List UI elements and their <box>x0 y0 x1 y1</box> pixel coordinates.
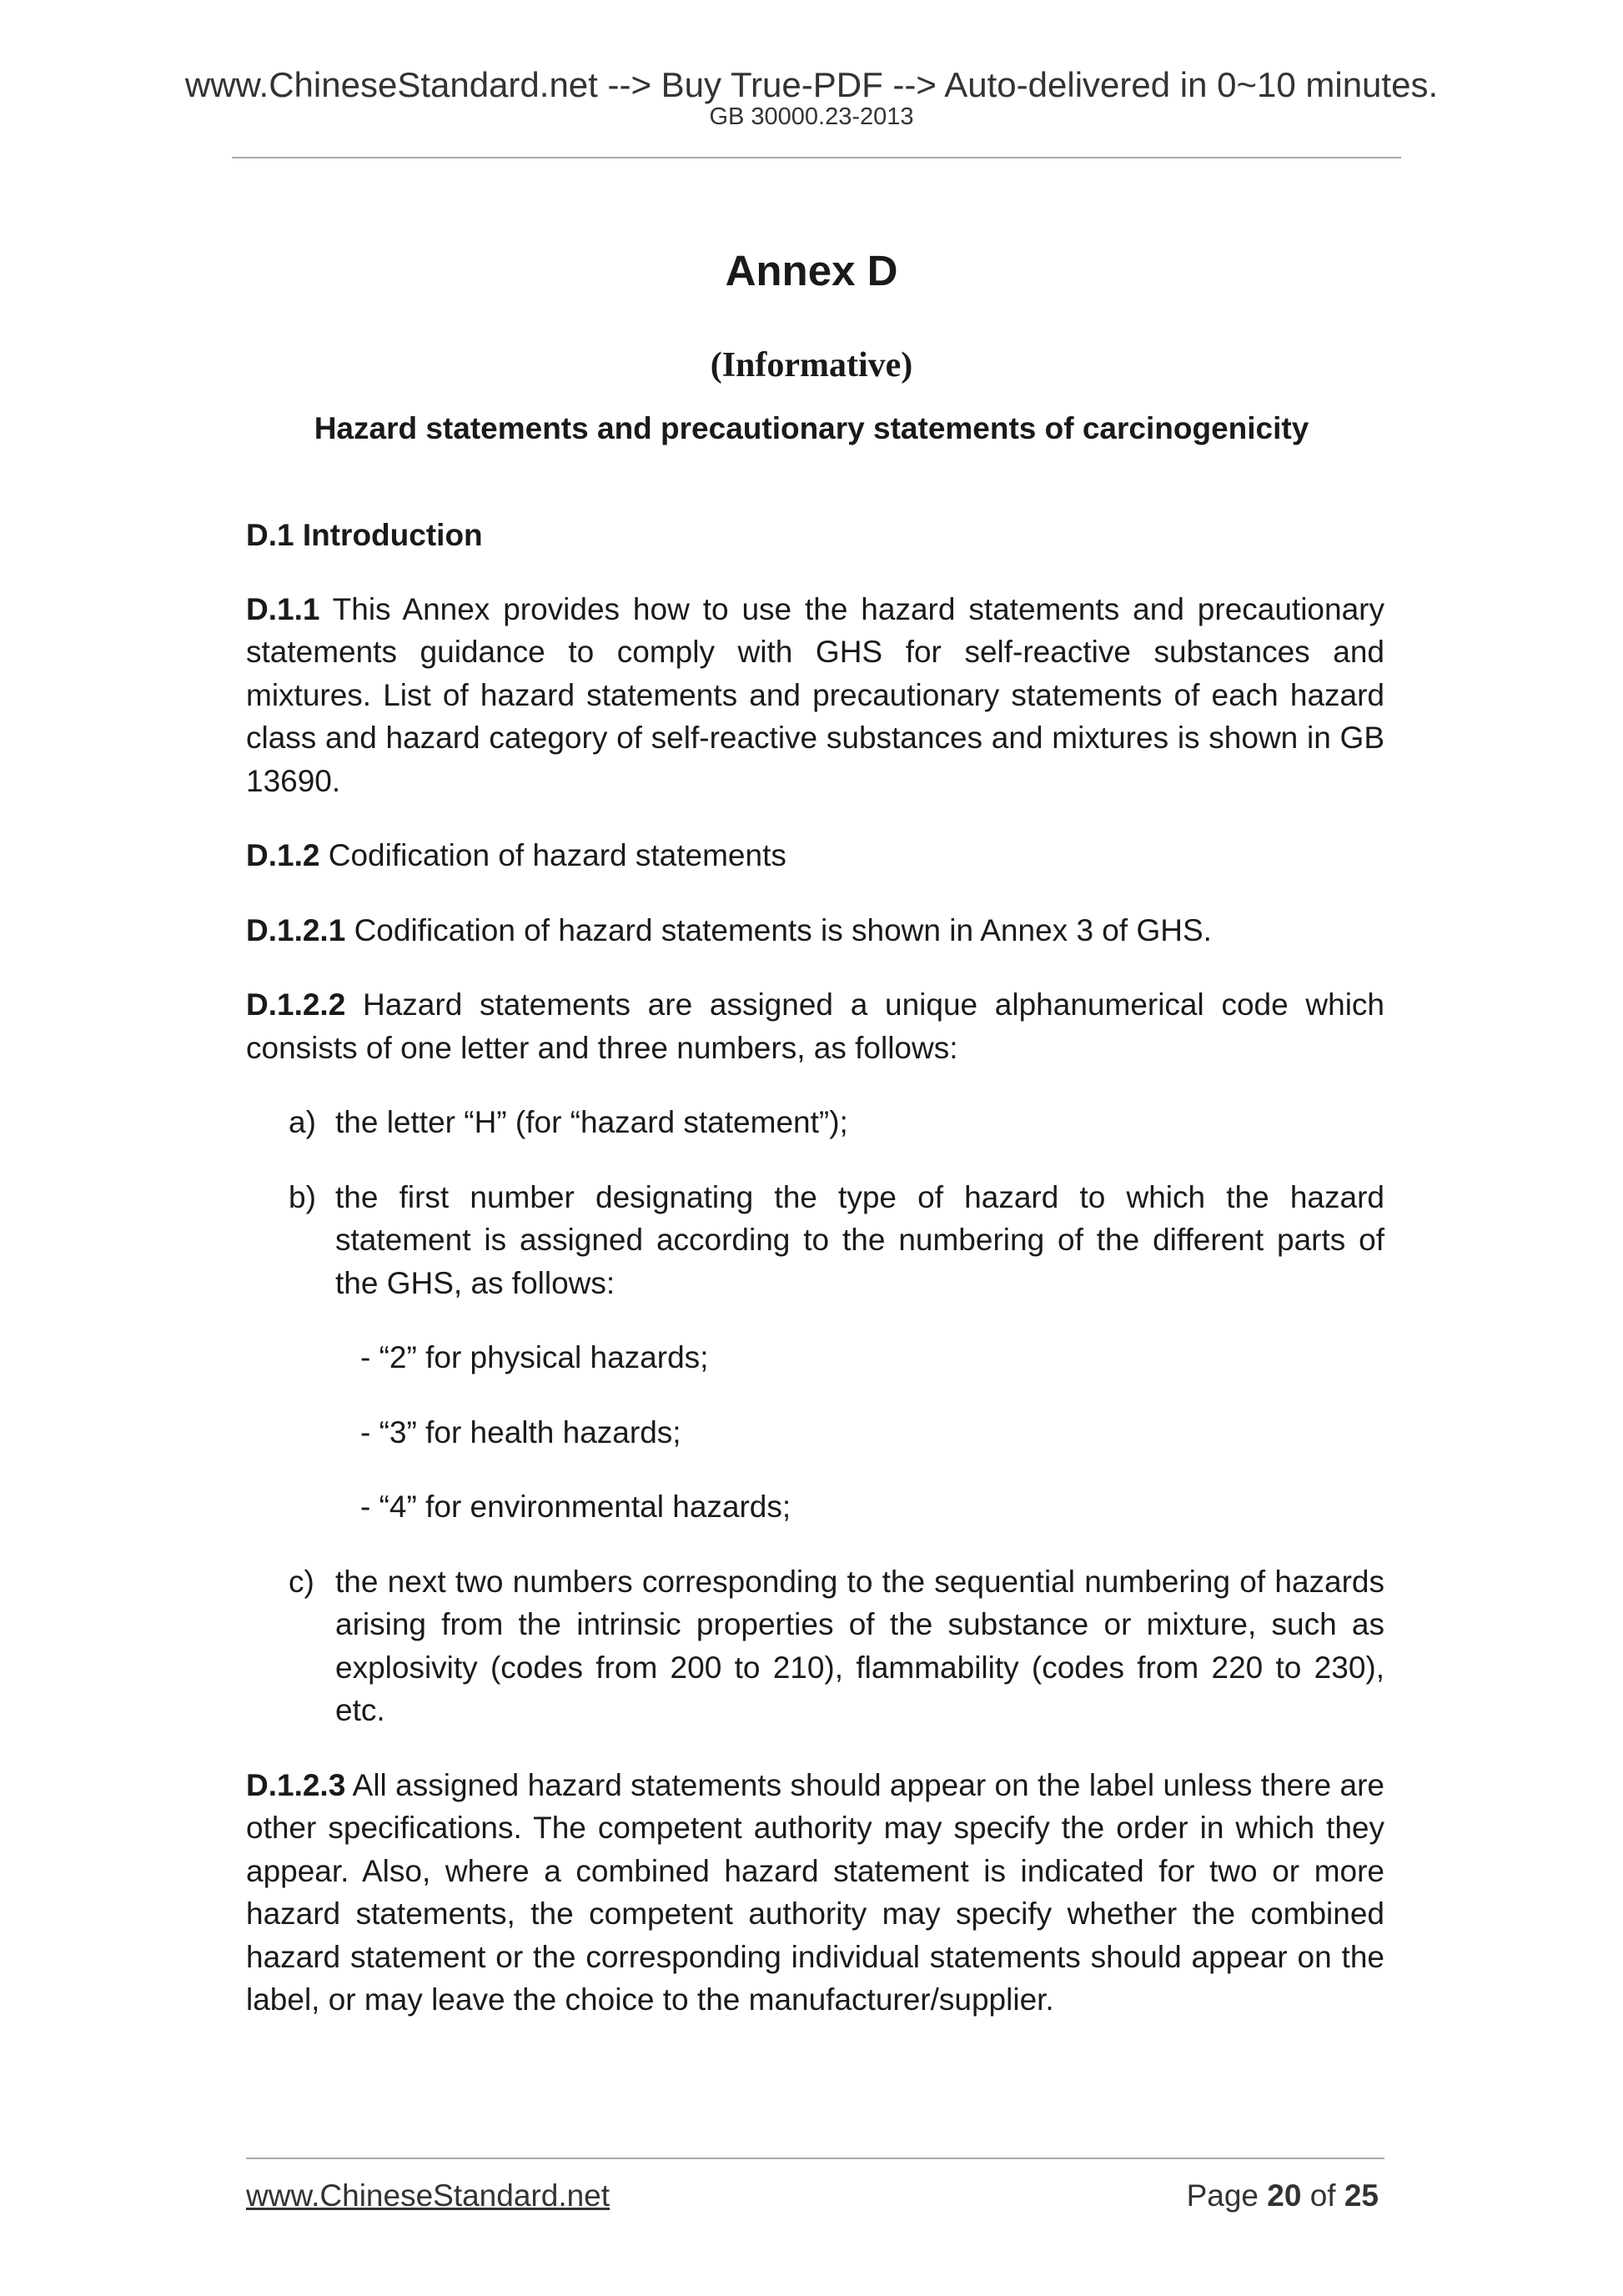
clause-d1-2-2 <box>246 983 1384 1069</box>
page-of: of <box>1301 2178 1344 2213</box>
page-prefix: Page <box>1186 2178 1268 2213</box>
list-marker: c) <box>289 1564 314 1599</box>
list-item-text: the next two numbers corresponding to the sequential numbering of hazards arising from the intrinsic properties of the substance or mixture, such as explosivity (codes from 200 to 210), flammability (codes from 220 to 230), etc. <box>335 1564 1384 1727</box>
annex-subtitle: Hazard statements and precautionary statements of carcinogenicity <box>314 411 1309 445</box>
list-item-b <box>246 1176 1384 1305</box>
header-divider <box>232 157 1401 158</box>
clause-number: D.1.2.1 <box>246 912 346 947</box>
footer-website-link[interactable]: www.ChineseStandard.net <box>246 2178 611 2213</box>
sub-item-health: - “3” for health hazards; <box>360 1414 681 1449</box>
clause-text: All assigned hazard statements should appear on the label unless there are other specifications. The competent authority may specify the order in which they appear. Also, where a combined hazard statement is indicated for two or more hazard statements, the competent authority may specify whether the combined hazard statement or the corresponding individual statements should appear on the label, or may leave the choice to the manufacturer/supplier. <box>246 1767 1384 2017</box>
list-marker: b) <box>289 1179 316 1214</box>
clause-text: Codification of hazard statements is shown in Annex 3 of GHS. <box>345 912 1212 947</box>
document-body <box>246 514 1384 2053</box>
clause-number: D.1.2 <box>246 838 320 872</box>
page-number <box>1187 2178 1379 2214</box>
section-heading-d1: D.1 Introduction <box>246 518 483 552</box>
sub-item-environmental: - “4” for environmental hazards; <box>360 1490 791 1524</box>
clause-d1-2-1 <box>246 909 1384 952</box>
clause-number: D.1.2.3 <box>246 1767 346 1802</box>
list-item-text: the first number designating the type of hazard to which the hazard statement is assigned according to the numbering of the different parts of the GHS, as follows: <box>335 1179 1384 1300</box>
annex-type: (Informative) <box>710 346 913 384</box>
header-banner[interactable]: www.ChineseStandard.net --> Buy True-PDF --> Auto-delivered in 0~10 minutes. <box>184 65 1439 104</box>
footer-divider <box>246 2158 1384 2159</box>
list-marker: a) <box>289 1105 316 1139</box>
clause-d1-1 <box>246 588 1384 803</box>
annex-title: Annex D <box>725 247 898 294</box>
page-current: 20 <box>1267 2178 1302 2213</box>
clause-text: Hazard statements are assigned a unique alphanumerical code which consists of one letter and three numbers, as follows: <box>246 987 1384 1065</box>
clause-number: D.1.2.2 <box>246 987 346 1022</box>
clause-d1-2 <box>246 834 1384 877</box>
header-standard-number: GB 30000.23-2013 <box>709 103 914 130</box>
page-total: 25 <box>1344 2178 1379 2213</box>
clause-d1-2-3 <box>246 1764 1384 2022</box>
clause-text: Codification of hazard statements <box>319 838 786 872</box>
list-item-c <box>246 1560 1384 1732</box>
list-item-a <box>246 1101 1384 1144</box>
sub-item-physical: - “2” for physical hazards; <box>360 1340 709 1374</box>
list-item-text: the letter “H” (for “hazard statement”); <box>335 1105 848 1139</box>
clause-text: This Annex provides how to use the hazard statements and precautionary statements guidance to comply with GHS for self-reactive substances and mixtures. List of hazard statements and precautionary statements of each hazard class and hazard category of self-reactive substances and mixtures is shown in GB 13690. <box>246 591 1384 798</box>
clause-number: D.1.1 <box>246 591 320 626</box>
